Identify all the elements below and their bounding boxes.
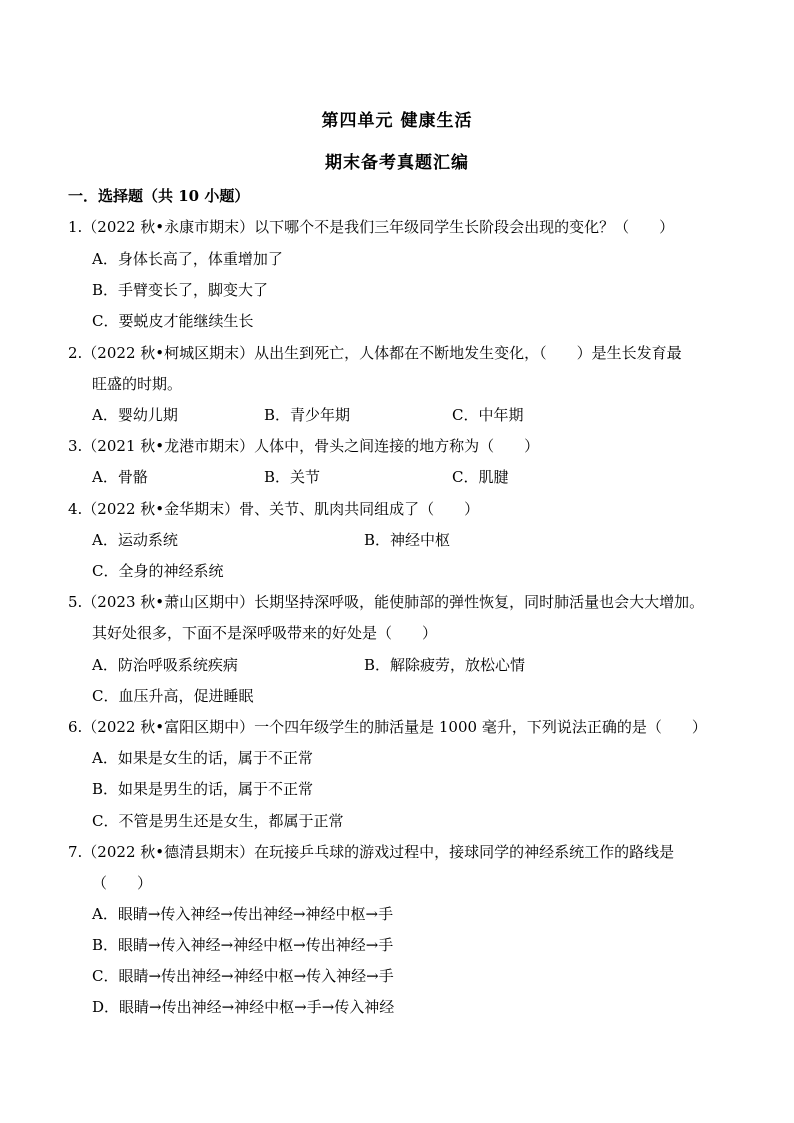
section-heading: 一．选择题（共 10 小题） (68, 187, 250, 205)
question-2-stem-continued: 旺盛的时期。 (92, 375, 183, 393)
question-1-option-c: C．要蜕皮才能继续生长 (92, 312, 254, 330)
question-5-stem-continued: 其好处很多，下面不是深呼吸带来的好处是（ ） (92, 624, 438, 642)
question-2-option-c: C．中年期 (452, 406, 524, 424)
question-2-option-a: A．婴幼儿期 (92, 406, 178, 424)
question-6-stem: 6.（2022 秋•富阳区期中）一个四年级学生的肺活量是 1000 毫升，下列说法正确的是（ ） (68, 718, 707, 736)
unit-title: 第四单元 健康生活 (321, 111, 473, 131)
question-6-option-a: A．如果是女生的话，属于不正常 (92, 749, 313, 767)
question-3-option-b: B．关节 (264, 468, 321, 486)
question-1-option-a: A．身体长高了，体重增加了 (92, 250, 283, 268)
question-3-option-c: C．肌腱 (452, 468, 509, 486)
question-1-option-b: B．手臂变长了，脚变大了 (92, 281, 269, 299)
question-2-option-b: B．青少年期 (264, 406, 351, 424)
question-5-option-b: B．解除疲劳，放松心情 (364, 656, 526, 674)
question-4-option-c: C．全身的神经系统 (92, 562, 224, 580)
question-7-stem: 7.（2022 秋•德清县期末）在玩接乒乓球的游戏过程中，接球同学的神经系统工作的路线是 (68, 843, 675, 861)
question-7-option-c: C．眼睛→传出神经→神经中枢→传入神经→手 (92, 967, 394, 985)
question-4-stem: 4.（2022 秋•金华期末）骨、关节、肌肉共同组成了（ ） (68, 500, 480, 518)
question-3-option-a: A．骨骼 (92, 468, 148, 486)
question-5-option-c: C．血压升高，促进睡眠 (92, 687, 254, 705)
question-6-option-b: B．如果是男生的话，属于不正常 (92, 780, 314, 798)
question-3-stem: 3.（2021 秋•龙港市期末）人体中，骨头之间连接的地方称为（ ） (68, 437, 540, 455)
question-7-option-a: A．眼睛→传入神经→传出神经→神经中枢→手 (92, 905, 394, 923)
page-subtitle: 期末备考真题汇编 (325, 153, 469, 173)
question-4-option-a: A．运动系统 (92, 531, 178, 549)
question-2-stem: 2.（2022 秋•柯城区期末）从出生到死亡，人体都在不断地发生变化，（ ）是生长发育最 (68, 344, 682, 362)
question-1-stem: 1.（2022 秋•永康市期末）以下哪个不是我们三年级同学生长阶段会出现的变化？（ ） (68, 218, 675, 236)
question-5-stem: 5.（2023 秋•萧山区期中）长期坚持深呼吸，能使肺部的弹性恢复，同时肺活量也会大大增加。 (68, 593, 705, 611)
question-7-stem-continued: （ ） (92, 874, 153, 892)
question-4-option-b: B．神经中枢 (364, 531, 451, 549)
question-6-option-c: C．不管是男生还是女生，都属于正常 (92, 812, 344, 830)
question-7-option-d: D．眼睛→传出神经→神经中枢→手→传入神经 (92, 998, 395, 1016)
question-7-option-b: B．眼睛→传入神经→神经中枢→传出神经→手 (92, 936, 394, 954)
question-5-option-a: A．防治呼吸系统疾病 (92, 656, 238, 674)
